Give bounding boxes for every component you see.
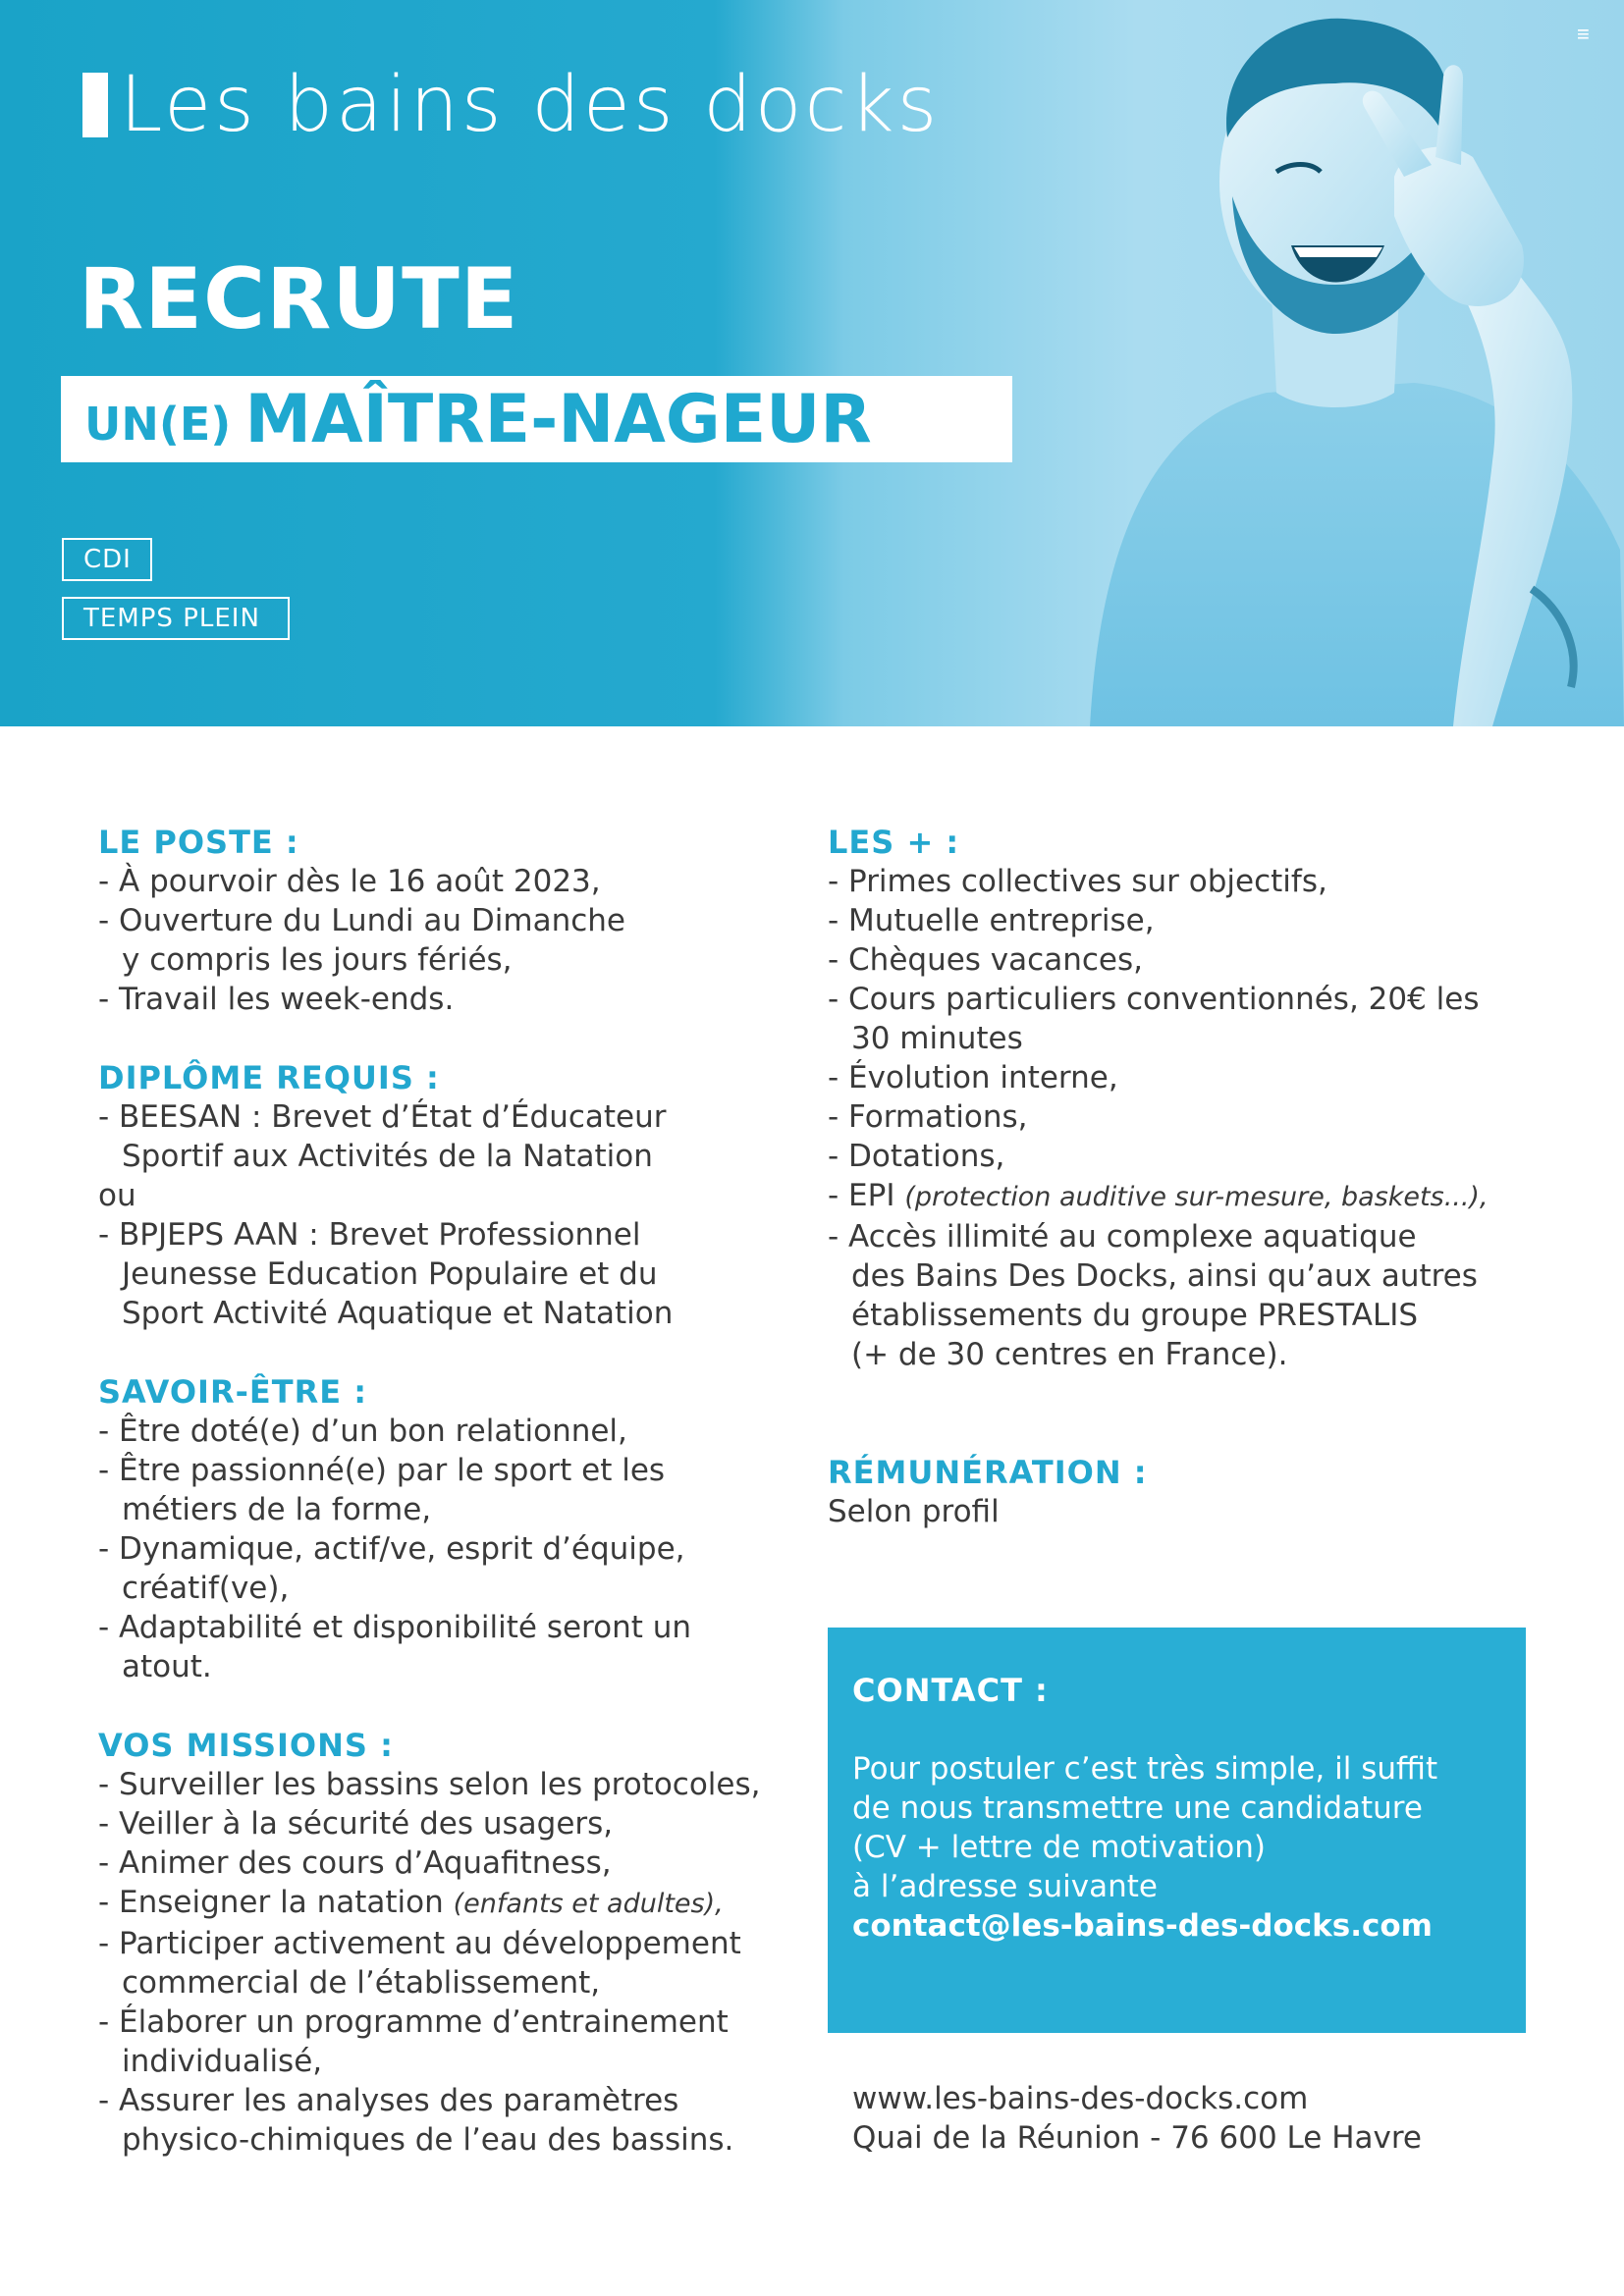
list-item: métiers de la forme,	[122, 1492, 432, 1527]
website-link[interactable]: www.les-bains-des-docks.com	[852, 2081, 1309, 2116]
hours-tag: TEMPS PLEIN	[62, 597, 290, 640]
contact-line: (CV + lettre de motivation)	[852, 1830, 1266, 1865]
list-item: physico-chimiques de l’eau des bassins.	[122, 2122, 734, 2158]
address: Quai de la Réunion - 76 600 Le Havre	[852, 2120, 1422, 2156]
list-item: - Chèques vacances,	[828, 942, 1143, 978]
header-banner	[0, 0, 1624, 726]
list-item: ou	[98, 1178, 136, 1213]
footer	[852, 2079, 1422, 2158]
epi-text: - EPI	[828, 1178, 895, 1213]
contact-box	[828, 1628, 1526, 2033]
list-item: - Surveiller les bassins selon les protocoles,	[98, 1767, 761, 1802]
list-item: - Évolution interne,	[828, 1060, 1118, 1095]
job-title: MAÎTRE-NAGEUR	[244, 380, 872, 458]
list-item: - Élaborer un programme d’entrainement	[98, 2004, 729, 2040]
list-item: - Dotations,	[828, 1139, 1005, 1174]
list-item: - Adaptabilité et disponibilité seront un	[98, 1610, 692, 1645]
contact-line: à l’adresse suivante	[852, 1869, 1158, 1904]
list-item: - BPJEPS AAN : Brevet Professionnel	[98, 1217, 641, 1253]
list-item: - Primes collectives sur objectifs,	[828, 864, 1327, 899]
list-item: 30 minutes	[851, 1021, 1023, 1056]
man-photo	[1070, 0, 1624, 726]
list-item: y compris les jours fériés,	[122, 942, 513, 978]
list-item: - Être doté(e) d’un bon relationnel,	[98, 1414, 627, 1449]
list-item: - BEESAN : Brevet d’État d’Éducateur	[98, 1099, 667, 1135]
job-prefix: UN(E)	[84, 398, 232, 451]
list-item: des Bains Des Docks, ainsi qu’aux autres	[851, 1258, 1478, 1294]
list-item: - Dynamique, actif/ve, esprit d’équipe,	[98, 1531, 685, 1567]
mission-text: - Enseigner la natation	[98, 1885, 444, 1920]
list-item: - Accès illimité au complexe aquatique	[828, 1219, 1417, 1255]
list-item: commercial de l’établissement,	[122, 1965, 601, 2001]
job-title-box	[61, 376, 1012, 462]
list-item: - Travail les week-ends.	[98, 982, 455, 1017]
contract-tag: CDI	[62, 538, 152, 581]
list-item: créatif(ve),	[122, 1571, 290, 1606]
list-item: Jeunesse Education Populaire et du	[122, 1256, 658, 1292]
contact-email-link[interactable]: contact@les-bains-des-docks.com	[852, 1908, 1433, 1944]
list-item: Sport Activité Aquatique et Natation	[122, 1296, 674, 1331]
list-item: - Cours particuliers conventionnés, 20€ les	[828, 982, 1480, 1017]
mission-note: (enfants et adultes),	[453, 1889, 724, 1919]
list-item: - Formations,	[828, 1099, 1028, 1135]
list-item: Sportif aux Activités de la Natation	[122, 1139, 653, 1174]
list-item	[98, 1883, 825, 1924]
section-title-diplome: DIPLÔME REQUIS :	[98, 1059, 440, 1096]
epi-note: (protection auditive sur-mesure, baskets...),	[904, 1182, 1489, 1212]
corner-logo-icon: ≡	[1577, 22, 1590, 46]
brand-name: Les bains des docks	[120, 61, 941, 149]
section-title-plus: LES + :	[828, 824, 960, 861]
list-item: - Animer des cours d’Aquafitness,	[98, 1845, 612, 1881]
section-title-poste: LE POSTE :	[98, 824, 299, 861]
list-item: - Mutuelle entreprise,	[828, 903, 1155, 938]
list-item: - Être passionné(e) par le sport et les	[98, 1453, 666, 1488]
list-item: atout.	[122, 1649, 212, 1684]
section-title-savoir-etre: SAVOIR-ÊTRE :	[98, 1373, 367, 1411]
list-item: - Assurer les analyses des paramètres	[98, 2083, 679, 2118]
contact-line: Pour postuler c’est très simple, il suffit	[852, 1751, 1438, 1787]
list-item	[828, 1176, 1544, 1217]
section-title-remuneration: RÉMUNÉRATION :	[828, 1454, 1148, 1491]
contact-line: de nous transmettre une candidature	[852, 1790, 1423, 1826]
remuneration-value: Selon profil	[828, 1494, 1000, 1529]
list-item: (+ de 30 centres en France).	[851, 1337, 1288, 1372]
list-item: - Veiller à la sécurité des usagers,	[98, 1806, 614, 1842]
list-item: - À pourvoir dès le 16 août 2023,	[98, 864, 601, 899]
logo-bar	[82, 73, 108, 137]
list-item: individualisé,	[122, 2044, 323, 2079]
recrute-heading: RECRUTE	[79, 250, 519, 348]
brand-logo	[82, 61, 941, 149]
section-title-missions: VOS MISSIONS :	[98, 1727, 394, 1764]
right-column	[828, 823, 1544, 1531]
list-item: - Ouverture du Lundi au Dimanche	[98, 903, 625, 938]
contact-title: CONTACT :	[852, 1672, 1049, 1709]
list-item: - Participer activement au développement	[98, 1926, 741, 1961]
left-column	[98, 823, 825, 2160]
list-item: établissements du groupe PRESTALIS	[851, 1298, 1419, 1333]
